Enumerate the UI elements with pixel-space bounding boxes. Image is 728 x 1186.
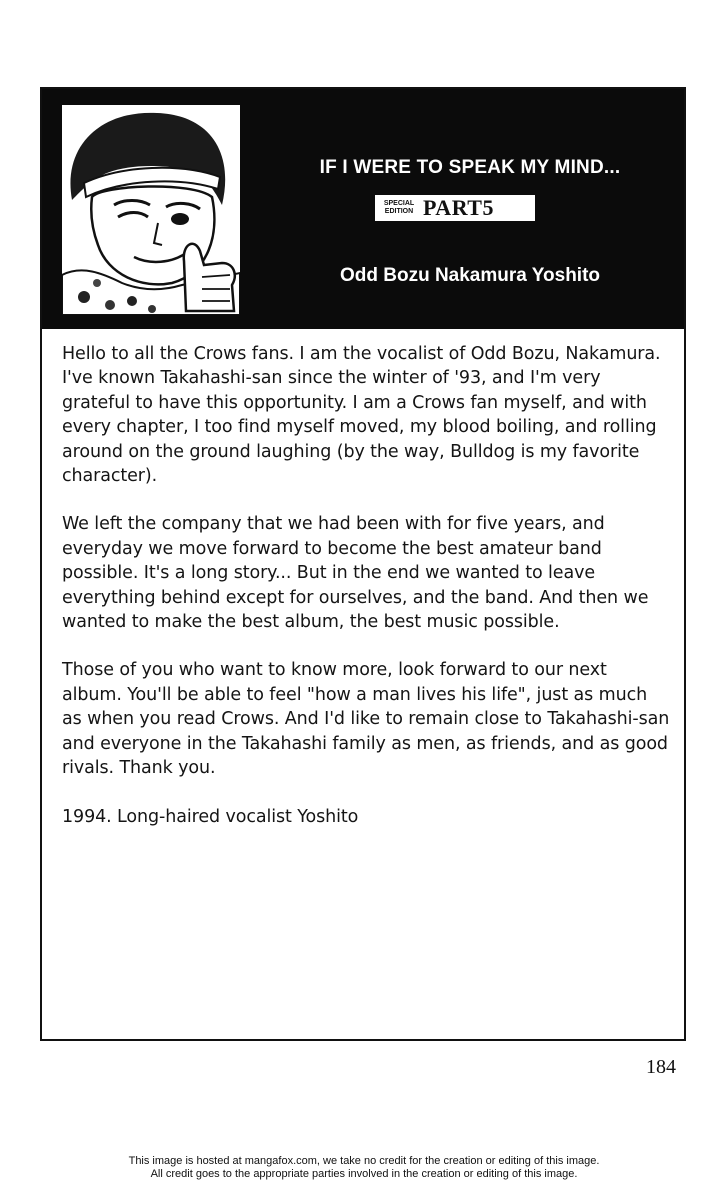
page-number: 184 (646, 1056, 676, 1078)
edition-badge (375, 195, 535, 221)
paragraph: Hello to all the Crows fans. I am the vocalist of Odd Bozu, Nakamura. I've known Takahashi-san since the winter of '93, and I'm very grateful to have this opportunity. I am a Crows fan myself, and with every chapter, I too find myself moved, my blood boiling, and rolling around on the ground laughing (by the way, Bulldog is my favorite character). (62, 344, 661, 487)
feature-title: IF I WERE TO SPEAK MY MIND... (319, 157, 621, 178)
paragraph: Those of you who want to know more, look forward to our next album. You'll be able to feel "how a man lives his life", just as much as when you read Crows. And I'd like to remain close to Takahashi-san and everyone in the Takahashi family as men, as friends, and as good rivals. Thank you. (62, 660, 670, 779)
signature-line: 1994. Long-haired vocalist Yoshito (62, 806, 359, 827)
header-banner (42, 89, 684, 329)
special-edition-label: SPECIAL EDITION (383, 200, 415, 215)
author-name: Odd Bozu Nakamura Yoshito (339, 265, 601, 286)
part-label: PART5 (423, 195, 494, 220)
paragraph: We left the company that we had been with for five years, and everyday we move forward to become the best amateur band possible. It's a long story... But in the end we wanted to leave everything behind except for ourselves, and the band. And then we wanted to make the best album, the best music possible. (62, 514, 649, 633)
credit-line: All credit goes to the appropriate parties involved in the creation or editing of this image. (150, 1168, 578, 1180)
article-panel (40, 87, 686, 1041)
credit-line: This image is hosted at mangafox.com, we take no credit for the creation or editing of this image. (128, 1155, 600, 1167)
portrait-illustration (62, 105, 240, 315)
portrait-icon (62, 105, 240, 315)
hosting-credit (0, 1155, 728, 1181)
article-body (62, 342, 672, 853)
